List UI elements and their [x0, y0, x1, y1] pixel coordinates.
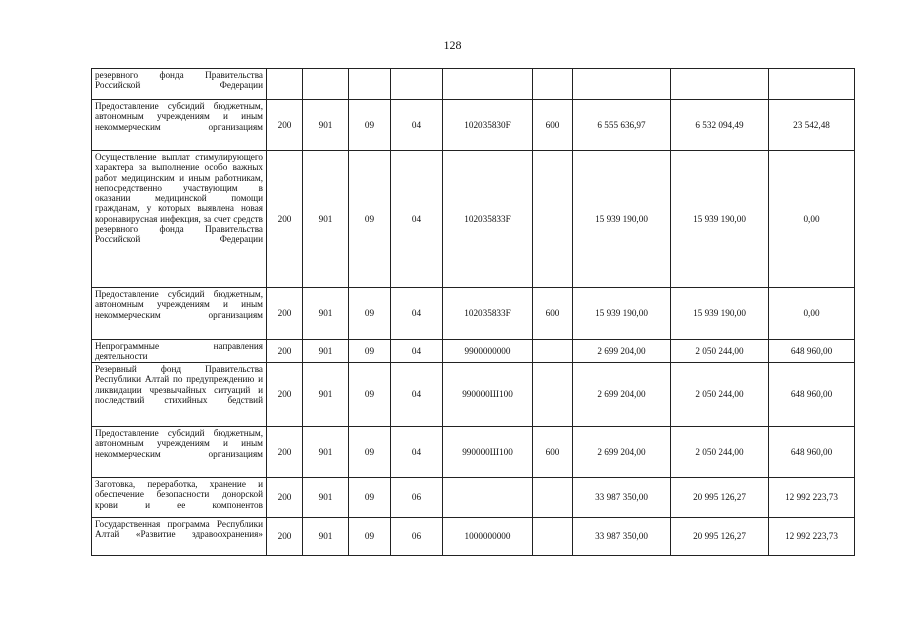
- cell-code-a: [267, 69, 303, 100]
- cell-subsection: 06: [391, 478, 443, 518]
- cell-code-b: 901: [303, 427, 349, 478]
- budget-table: [91, 68, 855, 556]
- table-row: [92, 427, 855, 478]
- cell-amount-executed: 20 995 126,27: [671, 478, 769, 518]
- cell-amount-planned: 15 939 190,00: [573, 151, 671, 288]
- cell-item-name: Заготовка, переработка, хранение и обеспечение безопасности донорской крови и ее компонентов: [92, 478, 267, 518]
- cell-target-article: [443, 478, 533, 518]
- cell-section: 09: [349, 363, 391, 427]
- cell-code-a: 200: [267, 288, 303, 340]
- cell-amount-planned: [573, 69, 671, 100]
- cell-item-name: Резервный фонд Правительства Республики Алтай по предупреждению и ликвидации чрезвычайных ситуаций и последствий стихийных бедствий: [92, 363, 267, 427]
- table-row: [92, 363, 855, 427]
- cell-item-name: Непрограммные направления деятельности: [92, 340, 267, 363]
- table-row: [92, 100, 855, 151]
- cell-code-b: 901: [303, 363, 349, 427]
- cell-code-a: 200: [267, 478, 303, 518]
- cell-code-a: 200: [267, 427, 303, 478]
- cell-subsection: 04: [391, 427, 443, 478]
- cell-amount-executed: [671, 69, 769, 100]
- cell-amount-executed: 6 532 094,49: [671, 100, 769, 151]
- cell-amount-remaining: 12 992 223,73: [769, 478, 855, 518]
- cell-amount-planned: 33 987 350,00: [573, 478, 671, 518]
- cell-code-b: 901: [303, 288, 349, 340]
- cell-amount-executed: 15 939 190,00: [671, 288, 769, 340]
- cell-section: 09: [349, 151, 391, 288]
- cell-item-name: Предоставление субсидий бюджетным, автономным учреждениям и иным некоммерческим организациям: [92, 100, 267, 151]
- cell-section: 09: [349, 518, 391, 556]
- cell-subsection: 06: [391, 518, 443, 556]
- cell-target-article: 1000000000: [443, 518, 533, 556]
- cell-item-name: резервного фонда Правительства Российской Федерации: [92, 69, 267, 100]
- cell-amount-planned: 15 939 190,00: [573, 288, 671, 340]
- cell-code-a: 200: [267, 363, 303, 427]
- cell-amount-planned: 33 987 350,00: [573, 518, 671, 556]
- cell-section: 09: [349, 288, 391, 340]
- cell-expense-type: [533, 340, 573, 363]
- cell-subsection: 04: [391, 363, 443, 427]
- cell-amount-remaining: 0,00: [769, 151, 855, 288]
- cell-code-a: 200: [267, 340, 303, 363]
- cell-code-b: 901: [303, 340, 349, 363]
- cell-code-b: 901: [303, 478, 349, 518]
- cell-subsection: [391, 69, 443, 100]
- cell-code-b: 901: [303, 151, 349, 288]
- cell-target-article: 102035833F: [443, 151, 533, 288]
- table-row: [92, 340, 855, 363]
- cell-code-a: 200: [267, 518, 303, 556]
- cell-code-a: 200: [267, 151, 303, 288]
- cell-amount-remaining: 648 960,00: [769, 427, 855, 478]
- cell-subsection: 04: [391, 340, 443, 363]
- cell-code-a: 200: [267, 100, 303, 151]
- cell-target-article: 102035833F: [443, 288, 533, 340]
- cell-expense-type: 600: [533, 100, 573, 151]
- cell-target-article: 102035830F: [443, 100, 533, 151]
- cell-amount-executed: 2 050 244,00: [671, 427, 769, 478]
- cell-amount-planned: 2 699 204,00: [573, 427, 671, 478]
- cell-target-article: 990000Ш100: [443, 363, 533, 427]
- cell-expense-type: [533, 518, 573, 556]
- cell-item-name: Осуществление выплат стимулирующего характера за выполнение особо важных работ медицинским и иным работникам, непосредственно участвующим в оказании медицинской помощи гражданам, у которых выявлена новая коронавирусная инфекция, за счет средств резервного фонда Правительства Российской Федерации: [92, 151, 267, 288]
- cell-amount-executed: 2 050 244,00: [671, 363, 769, 427]
- cell-expense-type: 600: [533, 427, 573, 478]
- cell-code-b: 901: [303, 518, 349, 556]
- cell-amount-executed: 20 995 126,27: [671, 518, 769, 556]
- cell-amount-remaining: 648 960,00: [769, 340, 855, 363]
- table-row: [92, 518, 855, 556]
- cell-subsection: 04: [391, 151, 443, 288]
- cell-expense-type: [533, 151, 573, 288]
- cell-section: [349, 69, 391, 100]
- cell-subsection: 04: [391, 288, 443, 340]
- table-row: [92, 69, 855, 100]
- cell-amount-executed: 15 939 190,00: [671, 151, 769, 288]
- cell-expense-type: 600: [533, 288, 573, 340]
- cell-subsection: 04: [391, 100, 443, 151]
- cell-amount-remaining: 23 542,48: [769, 100, 855, 151]
- table-row: [92, 288, 855, 340]
- cell-section: 09: [349, 340, 391, 363]
- cell-item-name: Государственная программа Республики Алтай «Развитие здравоохранения»: [92, 518, 267, 556]
- cell-amount-remaining: 648 960,00: [769, 363, 855, 427]
- cell-amount-remaining: [769, 69, 855, 100]
- page-number: 128: [443, 38, 462, 52]
- cell-target-article: 990000Ш100: [443, 427, 533, 478]
- cell-amount-remaining: 12 992 223,73: [769, 518, 855, 556]
- cell-amount-planned: 6 555 636,97: [573, 100, 671, 151]
- cell-expense-type: [533, 69, 573, 100]
- cell-code-b: 901: [303, 100, 349, 151]
- cell-item-name: Предоставление субсидий бюджетным, автономным учреждениям и иным некоммерческим организациям: [92, 427, 267, 478]
- cell-expense-type: [533, 363, 573, 427]
- cell-target-article: 9900000000: [443, 340, 533, 363]
- cell-amount-executed: 2 050 244,00: [671, 340, 769, 363]
- cell-section: 09: [349, 427, 391, 478]
- cell-amount-remaining: 0,00: [769, 288, 855, 340]
- cell-code-b: [303, 69, 349, 100]
- table-row: [92, 151, 855, 288]
- cell-target-article: [443, 69, 533, 100]
- cell-amount-planned: 2 699 204,00: [573, 363, 671, 427]
- cell-amount-planned: 2 699 204,00: [573, 340, 671, 363]
- cell-item-name: Предоставление субсидий бюджетным, автономным учреждениям и иным некоммерческим организациям: [92, 288, 267, 340]
- cell-expense-type: [533, 478, 573, 518]
- table-row: [92, 478, 855, 518]
- table-body: [92, 69, 855, 556]
- cell-section: 09: [349, 478, 391, 518]
- cell-section: 09: [349, 100, 391, 151]
